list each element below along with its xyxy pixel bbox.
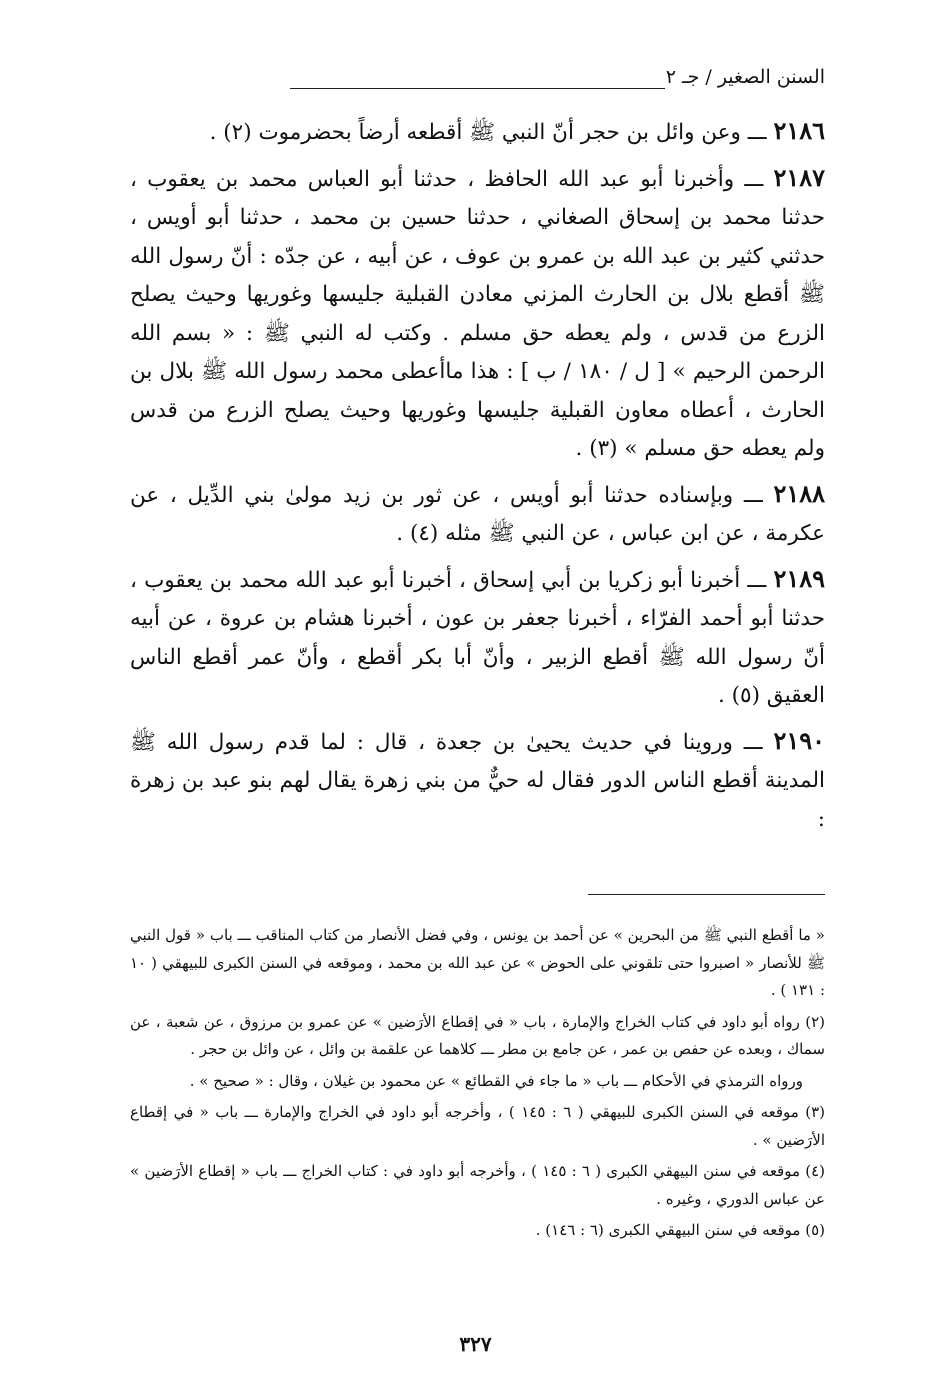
- page-number: ٣٢٧: [459, 1332, 492, 1356]
- footnote: « ما أقطع النبي ﷺ من البحرين » عن أحمد بن يونس ، وفي فضل الأنصار من كتاب المناقب ـــ باب « قول النبي ﷺ للأنصار « اصبروا حتى تلقوني على الحوض » عن عبد الله بن محمد ، وموقعه في السنن الكبرى للبيهقي ( ١٠ : ١٣١ ) .: [130, 926, 825, 999]
- hadith-paragraph: [130, 475, 825, 554]
- hadith-number: ٢١٨٦: [773, 116, 825, 145]
- footnotes-section: [130, 922, 825, 1249]
- footnote: ورواه الترمذي في الأحكام ـــ باب « ما جاء في القطائع » عن محمود بن غيلان ، وقال : « صحيح » .: [189, 1071, 803, 1090]
- hadith-paragraph: [130, 560, 825, 716]
- hadith-number: ٢١٨٨: [773, 478, 825, 508]
- hadith-paragraph: [130, 159, 825, 469]
- header-title: السنن الصغير / جـ ٢: [665, 66, 825, 88]
- footnote: (٣) موقعه في السنن الكبرى للبيهقي ( ٦ : ١٤٥ ) ، وأخرجه أبو داود في الخراج والإمارة ـــ باب « في إقطاع الأرَضين » .: [130, 1103, 825, 1149]
- hadith-text: ـــ أخبرنا أبو زكريا بن أبي إسحاق ، أخبرنا أبو عبد الله محمد بن يعقوب ، حدثنا أبو أحمد الفرّاء ، أخبرنا جعفر بن عون ، أخبرنا هشام بن عروة ، عن أبيه أنّ رسول الله ﷺ أقطع الزبير ، وأنّ أبا بكر أقطع ، وأنّ عمر أقطع الناس العقيق (٥) .: [130, 567, 825, 708]
- footnote-separator: [588, 894, 825, 895]
- hadith-text: ـــ وروينا في حديث يحيىٰ بن جعدة ، قال : لما قدم رسول الله ﷺ المدينة أقطع الناس الدور فقال له حيٌّ من بني زهرة يقال لهم بنو عبد بن زهرة :: [130, 729, 825, 832]
- hadith-paragraph: [130, 722, 825, 840]
- footnote: (٥) موقعه في سنن البيهقي الكبرى (٦ : ١٤٦) .: [535, 1221, 825, 1239]
- hadith-number: ٢١٨٧: [773, 162, 825, 192]
- footnote: (٤) موقعه في سنن البيهقي الكبرى ( ٦ : ١٤٥ ) ، وأخرجه أبو داود في : كتاب الخراج ـــ باب « إقطاع الأرَضين » عن عباس الدوري ، وغيره .: [130, 1162, 826, 1208]
- footnote: (٢) رواه أبو داود في كتاب الخراج والإمارة ، باب « في إقطاع الأرَضين » عن عمرو بن مرزوق ، عن شعبة ، عن سماك ، وبعده عن حفص بن عمر ، عن جامع بن مطر ـــ كلاهما عن علقمة بن وائل ، عن وائل بن حجر .: [130, 1012, 825, 1058]
- main-text: [130, 112, 825, 845]
- hadith-text: ـــ وبإسناده حدثنا أبو أويس ، عن ثور بن زيد مولىٰ بني الدِّيل ، عن عكرمة ، عن ابن عباس ، عن النبي ﷺ مثله (٤) .: [130, 482, 825, 546]
- hadith-number: ٢١٨٩: [773, 563, 825, 593]
- hadith-text: ـــ وعن وائل بن حجر أنّ النبي ﷺ أقطعه أرضاً بحضرموت (٢) .: [209, 120, 774, 145]
- hadith-paragraph: [130, 112, 825, 153]
- header-rule: [290, 88, 665, 89]
- hadith-text: ـــ وأخبرنا أبو عبد الله الحافظ ، حدثنا أبو العباس محمد بن يعقوب ، حدثنا محمد بن إسحاق الصغاني ، حدثنا حسين بن محمد ، حدثنا أبو أويس ، حدثني كثير بن عبد الله بن عمرو بن عوف ، عن أبيه ، عن جدّه : أنّ رسول الله ﷺ أقطع بلال بن الحارث المزني معادن القبلية جليسها وغوريها وحيث يصلح الزرع من قدس ، ولم يعطه حق مسلم . وكتب له النبي ﷺ : « بسم الله الرحمن الرحيم » [ ل / ١٨٠ / ب ] : هذا ماأعطى محمد رسول الله ﷺ بلال بن الحارث ، أعطاه معاون القبلية جليسها وغوريها وحيث يصلح الزرع من قدس ولم يعطه حق مسلم » (٣) .: [130, 166, 825, 461]
- hadith-number: ٢١٩٠: [773, 725, 825, 755]
- running-header: [130, 66, 825, 100]
